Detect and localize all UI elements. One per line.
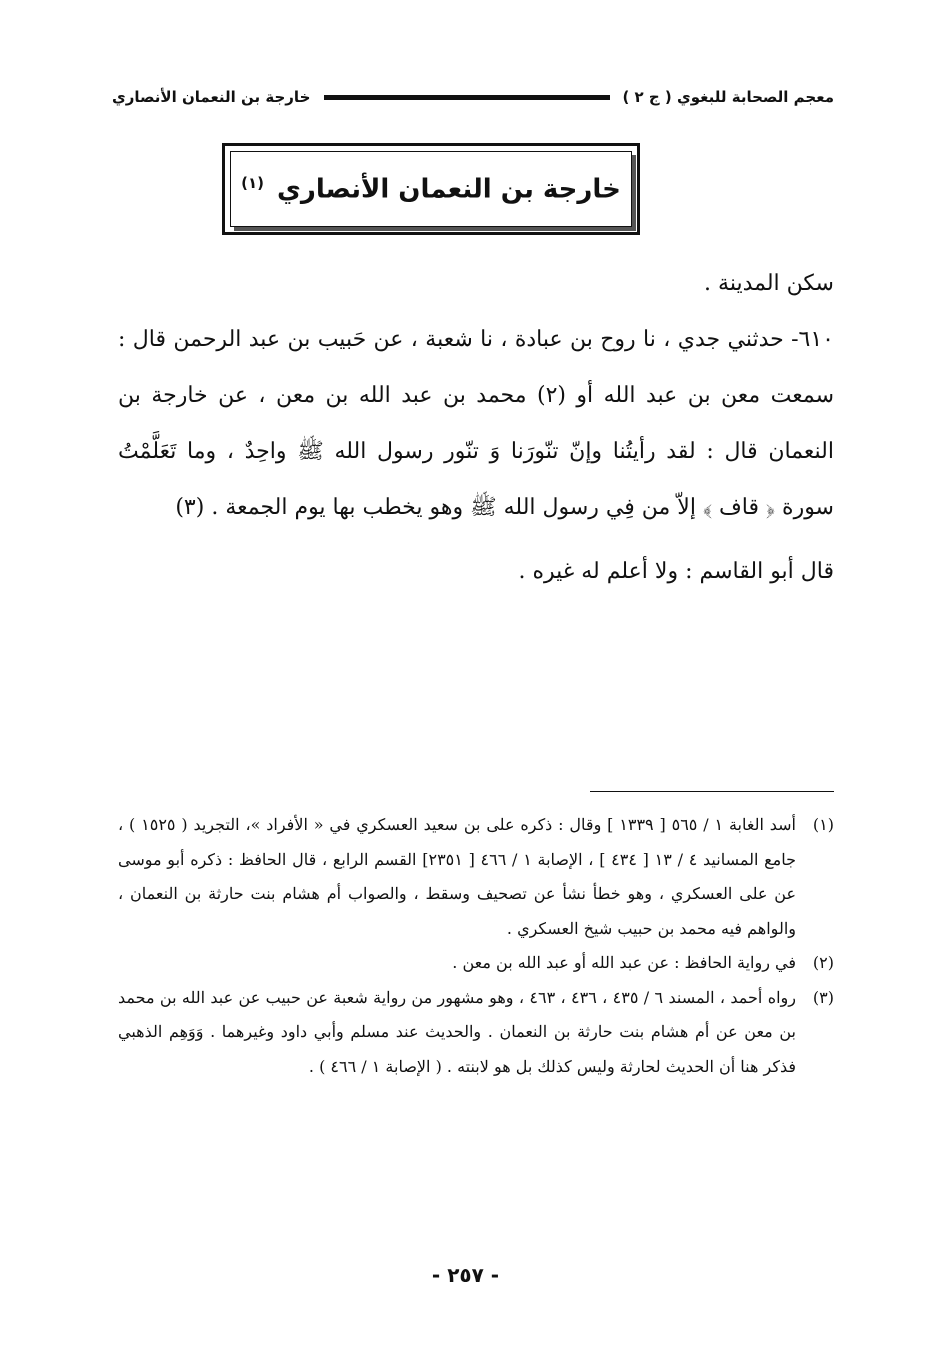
footnote-number: (١): [812, 815, 834, 834]
intro-line: سكن المدينة .: [704, 271, 834, 296]
footnote-text: أسد الغابة ١ / ٥٦٥ [ ١٣٣٩ ] وقال : ذكره على بن سعيد العسكري في « الأفراد »، التجريد ( ١٥٢٥ ) ، جامع المسانيد ٤ / ١٣ [ ٤٣٤ ] ، الإصابة ١ / ٤٦٦ [ ٢٣٥١] القسم الرابع ، قال الحافظ : ذكره أبو موسى عن على العسكري ، وهو خطأ نشأ عن تصحيف وسقط ، والصواب أم هشام بنت حارثة بن النعمان ، والواهم فيه محمد بن حبيب شيخ العسكري .: [118, 815, 797, 938]
main-text: [118, 256, 834, 600]
footnote-text: في رواية الحافظ : عن عبد الله أو عبد الله بن معن .: [452, 953, 796, 972]
footnote-number: (٣): [812, 987, 834, 1007]
page-number: - ٢٥٧ -: [431, 1263, 500, 1287]
footnote-1: [118, 808, 834, 946]
entry-title-frame: [230, 151, 632, 227]
entry-title-footnote-ref: (١): [241, 173, 264, 192]
hadith-paragraph: ٦١٠- حدثني جدي ، نا روح بن عبادة ، نا شعبة ، عن حَبيب بن عبد الرحمن قال : سمعت معن بن عبد الله أو (٢) محمد بن عبد الله بن معن ، عن خارجة بن النعمان قال : لقد رأيتُنا وإنّ تنّورَنا وَ تنّور رسول الله ﷺ واحِدٌ ، وما تَعَلَّمْتُ سورة ﴿ قاف ﴾ إلاّ من فِي رسول الله ﷺ وهو يخطب بها يوم الجمعة . (٣): [118, 327, 834, 520]
entry-title-box: [222, 143, 640, 235]
footnote-2: [118, 946, 834, 981]
entry-title: [241, 174, 621, 205]
closing-remark: قال أبو القاسم : ولا أعلم له غيره .: [518, 559, 834, 584]
entry-title-text: خارجة بن النعمان الأنصاري: [277, 174, 621, 205]
footnote-text: رواه أحمد ، المسند ٦ / ٤٣٥ ، ٤٣٦ ، ٤٦٣ ، وهو مشهور من رواية شعبة عن حبيب عن عبد الله بن محمد بن معن عن أم هشام بنت حارثة بن النعمان . والحديث عند مسلم وأبي داود وغيرهما . وَوَهِم الذهبي فذكر هنا أن الحديث لحارثة وليس كذلك بل هو لابنته . ( الإصابة ١ / ٤٦٦ ) .: [118, 987, 797, 1076]
footnote-separator: [590, 791, 834, 792]
footnotes: [118, 808, 834, 1084]
header-book-title: معجم الصحابة للبغوي ( ج ٢ ): [622, 88, 834, 106]
header-entry-title: خارجة بن النعمان الأنصاري: [112, 88, 311, 106]
header-rule: [324, 95, 610, 100]
footnote-number: (٢): [812, 953, 834, 972]
running-header: [112, 86, 834, 120]
footnote-3: [118, 981, 834, 1085]
